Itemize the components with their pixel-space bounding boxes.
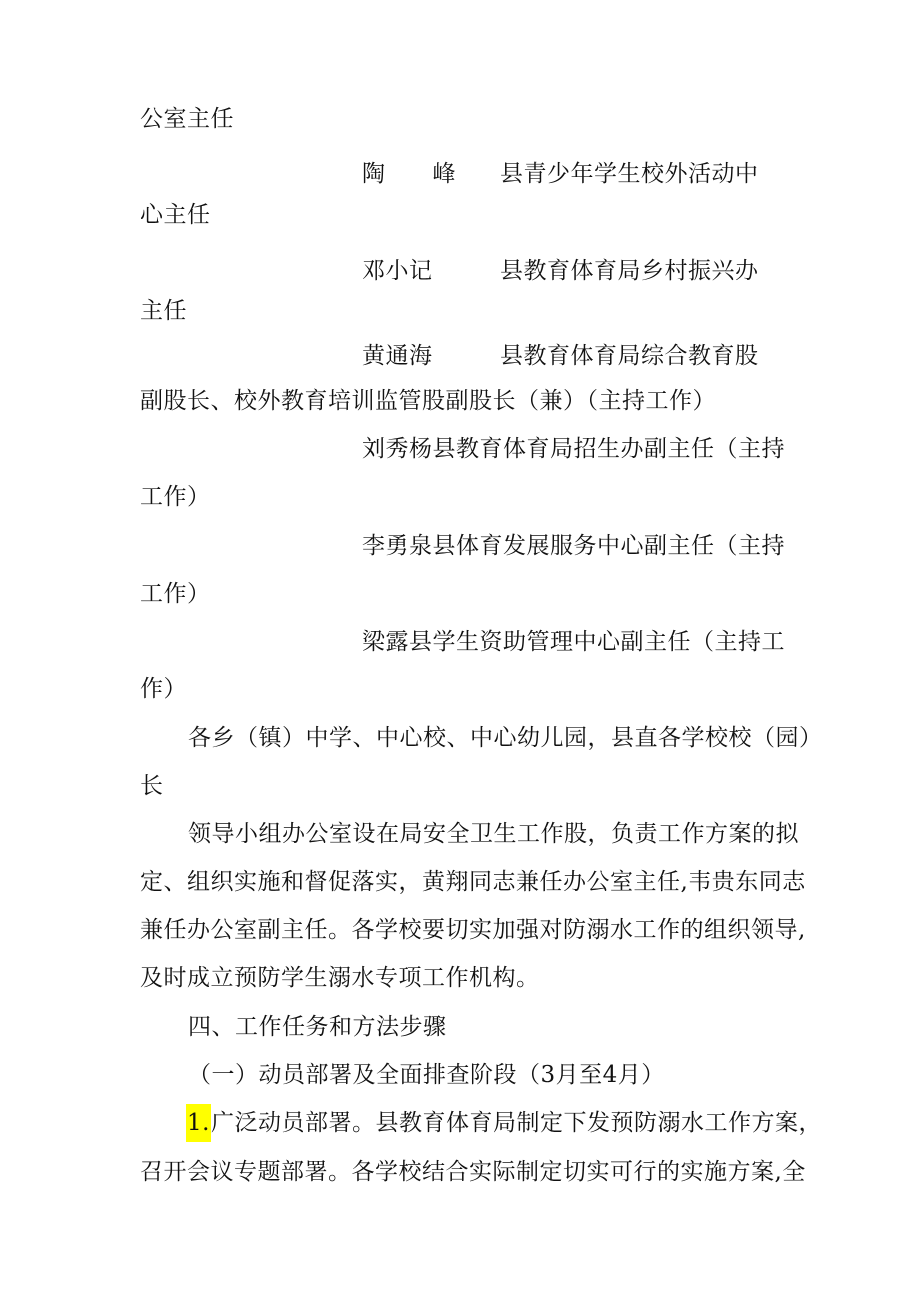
paragraph-line: 各乡（镇）中学、中心校、中心幼儿园，县直各学校校（园） bbox=[188, 725, 823, 751]
member-name: 邓小记 bbox=[362, 258, 433, 284]
member-title: 县青少年学生校外活动中 bbox=[500, 161, 759, 187]
member-entry-cont: 工作） bbox=[140, 581, 211, 607]
member-entry-cont: 工作） bbox=[140, 484, 211, 510]
member-entry: 刘秀杨县教育体育局招生办副主任（主持 bbox=[362, 436, 785, 462]
member-title: 县教育体育局综合教育股 bbox=[500, 343, 759, 369]
paragraph-line: 召开会议专题部署。各学校结合实际制定切实可行的实施方案,全 bbox=[140, 1159, 806, 1185]
paragraph-line: 兼任办公室副主任。各学校要切实加强对防溺水工作的组织领导, bbox=[140, 917, 806, 943]
member-entry: 梁露县学生资助管理中心副主任（主持工 bbox=[362, 629, 785, 655]
member-title: 县教育体育局乡村振兴办 bbox=[500, 258, 759, 284]
list-item-text: 广泛动员部署。县教育体育局制定下发预防溺水工作方案， bbox=[210, 1110, 822, 1136]
subsection-heading: （一）动员部署及全面排查阶段（3月至4月） bbox=[188, 1062, 665, 1088]
paragraph-line: 及时成立预防学生溺水专项工作机构。 bbox=[140, 965, 540, 991]
list-item-line bbox=[186, 1108, 822, 1138]
paragraph-line: 领导小组办公室设在局安全卫生工作股，负责工作方案的拟 bbox=[188, 821, 799, 847]
member-title-cont: 副股长、校外教育培训监管股副股长（兼）（主持工作） bbox=[140, 388, 716, 414]
text-line: 公室主任 bbox=[140, 106, 234, 132]
member-name: 黄通海 bbox=[362, 343, 433, 369]
paragraph-line: 长 bbox=[140, 773, 164, 799]
member-entry-cont: 作） bbox=[140, 676, 187, 702]
member-entry: 李勇泉县体育发展服务中心副主任（主持 bbox=[362, 533, 785, 559]
section-heading: 四、工作任务和方法步骤 bbox=[188, 1014, 447, 1040]
highlighted-list-number: 1. bbox=[186, 1104, 211, 1142]
member-title-cont: 心主任 bbox=[140, 202, 211, 228]
member-title-cont: 主任 bbox=[140, 298, 187, 324]
paragraph-line: 定、组织实施和督促落实，黄翔同志兼任办公室主任,韦贵东同志 bbox=[140, 869, 806, 895]
member-name: 陶 峰 bbox=[362, 161, 456, 187]
